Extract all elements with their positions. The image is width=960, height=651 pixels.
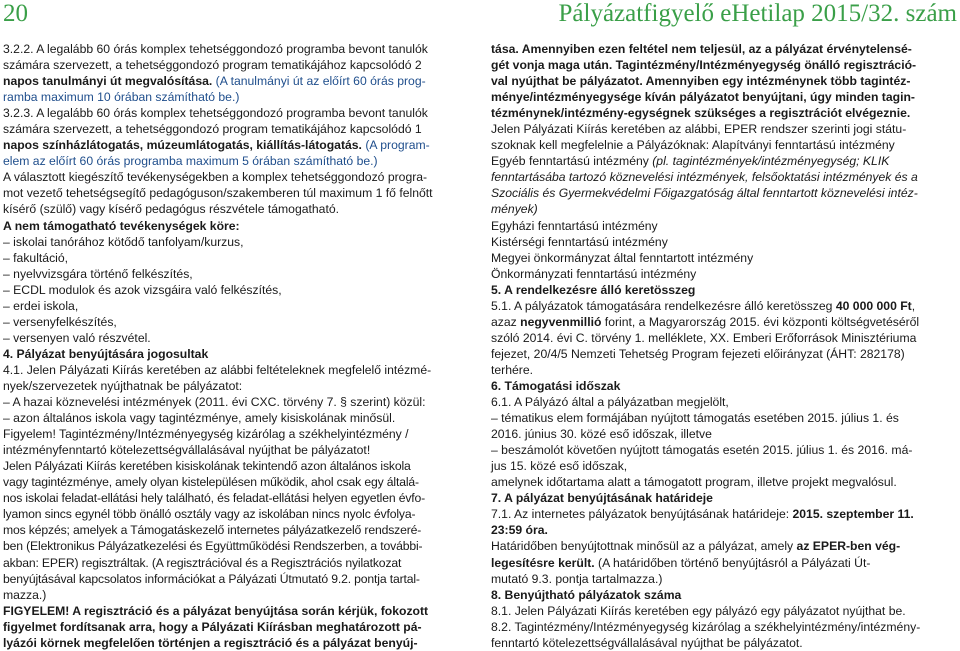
text-line: 3.2.3. A legalább 60 órás komplex tehetséggondozó programba bevont tanulók: [3, 106, 428, 121]
text-line: elem az előírt 60 órás programba maximum 5 órában számítható be.): [3, 154, 378, 169]
dash-item: – azon általános iskola vagy tagintézménye, amely kisiskolának minősül.: [3, 410, 473, 426]
text-line: kísérő (szülő) vagy kísérő pedagógus részvétele támogatható.: [3, 202, 340, 217]
text-line: A választott kiegészítő tevékenységekben a komplex tehetséggondozó progra-: [3, 170, 428, 185]
warning-line: lyázói körnek megfelelően történjen a regisztráció és a pályázat benyúj-: [3, 635, 418, 650]
journal-title: Pályázatfigyelő eHetilap 2015/32. szám: [558, 0, 957, 27]
section-heading: 4. Pályázat benyújtására jogosultak: [3, 346, 209, 361]
warning-line: val nyújthat be pályázatot. Amennyiben egy intézménynek több tagintéz-: [491, 74, 911, 89]
text-line: 5.1. A pályázatok támogatására rendelkezésre álló keretösszeg 40 000 000 Ft,: [491, 298, 916, 313]
text-line: mények): [491, 202, 538, 217]
text-line: ben (Elektronikus Pályázatkezelési és Együttműködési Rendszerben, a további-: [3, 539, 423, 554]
page-header: [0, 0, 960, 40]
text-line: számára szervezett, a tehetséggondozó program tematikájához kapcsolódó 1: [3, 122, 422, 137]
text-line: jus 15. közé eső időszak,: [491, 459, 628, 474]
text-line: mos képzés; amelyek a Támogatáskezelő internetes pályázatkezelő rendszeré-: [3, 523, 422, 538]
text-line: Kistérségi fenntartású intézmény: [491, 234, 668, 249]
text-line: Önkormányzati fenntartású intézmény: [491, 266, 697, 281]
text-line: 2016. június 30. közé eső időszak, illetve: [491, 427, 712, 442]
text-line: 6.1. A Pályázó által a pályázatban megjelölt,: [491, 395, 729, 410]
text-line: 8.1. Jelen Pályázati Kiírás keretében egy pályázó egy pályázatot nyújthat be.: [491, 603, 906, 618]
dash-item: – versenyfelkészítés,: [3, 314, 473, 330]
text-line: akban: EPER) regisztráltak. (A regisztrációval és a Regisztrációs nyilatkozat: [3, 555, 402, 570]
dash-item: – tématikus elem formájában nyújtott támogatás esetében 2015. július 1. és: [491, 410, 957, 426]
dash-item: – ECDL modulok és azok vizsgáira való felkészítés,: [3, 282, 473, 298]
dash-item: – A hazai köznevelési intézmények (2011. évi CXC. törvény 7. § szerint) közül:: [3, 394, 473, 410]
text-line: fejezet, 20/4/5 Nemzeti Tehetség Program fejezeti előirányzat (ÁHT: 282178): [491, 346, 905, 361]
text-line: 3.2.2. A legalább 60 órás komplex tehetséggondozó programba bevont tanulók: [3, 42, 428, 56]
text-line: Egyházi fenntartású intézmény: [491, 218, 658, 233]
text-line: azaz negyvenmillió forint, a Magyarország 2015. évi központi költségvetéséről: [491, 314, 920, 329]
text-line: Jelen Pályázati Kiírás keretében kisiskolának tekintendő azon általános iskola: [3, 459, 411, 474]
text-line: fenntartásába tartozó köznevelési intézmények, felsőoktatási intézmények és a: [491, 170, 918, 185]
text-line: mutató 9.3. pontja tartalmazza.): [491, 571, 663, 586]
text-line: nos iskolai feladat-ellátási hely található, és feladat-ellátási helyen egyetlen évfo-: [3, 491, 426, 506]
warning-line: tézménynek/intézmény-egységnek szükséges a regisztrációt elvégeznie.: [491, 106, 911, 121]
warning-line: FIGYELEM! A regisztráció és a pályázat benyújtása során kérjük, fokozott: [3, 603, 429, 618]
section-heading: 8. Benyújtható pályázatok száma: [491, 587, 682, 602]
text-line: Figyelem! Tagintézmény/Intézményegység kizárólag a székhelyintézmény /: [3, 427, 409, 442]
text-line: számára szervezett, a tehetséggondozó program tematikájához kapcsolódó 2: [3, 58, 422, 73]
dash-item: – beszámolót követően nyújtott támogatás esetén 2015. július 1. és 2016. má-: [491, 442, 957, 458]
dash-item: – versenyen való részvétel.: [3, 330, 473, 346]
section-heading: 5. A rendelkezésre álló keretösszeg: [491, 282, 696, 297]
text-line: Szociális és Gyermekvédelmi Főigazgatóság által fenntartott köznevelési intéz-: [491, 186, 918, 201]
dash-item: – nyelvvizsgára történő felkészítés,: [3, 266, 473, 282]
text-line: Jelen Pályázati Kiírás keretében az alábbi, EPER rendszer szerinti jogi státu-: [491, 122, 907, 137]
warning-line: figyelmet fordítsanak arra, hogy a Pályázati Kiírásban meghatározott pá-: [3, 619, 422, 634]
text-line: Határidőben benyújtottnak minősül az a pályázat, amely az EPER-ben vég-: [491, 539, 901, 554]
text-line: fenntartó kötelezettségvállalásával nyújthat be pályázatot.: [491, 635, 803, 650]
dash-item: – erdei iskola,: [3, 298, 473, 314]
section-heading: 6. Támogatási időszak: [491, 378, 621, 393]
text-line: amelynek időtartama alatt a támogatott program, illetve projekt megvalósul.: [491, 475, 897, 490]
section-heading: A nem támogatható tevékenységek köre:: [3, 218, 240, 233]
dash-item: – iskolai tanórához kötődő tanfolyam/kurzus,: [3, 234, 473, 250]
text-line: terhére.: [491, 362, 534, 377]
text-line: ramba maximum 10 órában számítható be.): [3, 90, 240, 105]
text-line: 23:59 óra.: [491, 523, 548, 538]
text-line: szoknak kell megfelelnie a Pályázóknak: Alapítványi fenntartású intézmény: [491, 138, 895, 153]
left-column: [3, 41, 473, 651]
text-line: Egyéb fenntartású intézmény (pl. tagintézmények/intézményegység; KLIK: [491, 154, 890, 169]
text-line: napos tanulmányi út megvalósítása. (A tanulmányi út az előírt 60 órás prog-: [3, 74, 426, 89]
text-line: 4.1. Jelen Pályázati Kiírás keretében az alábbi feltételeknek megfelelő intézmé-: [3, 362, 432, 377]
text-line: szóló 2014. évi C. törvény 1. melléklete, XX. Emberi Erőforrások Minisztériuma: [491, 330, 917, 345]
text-line: lyamon sincs egynél több önálló osztály vagy az iskolában nincs nyolc évfolya-: [3, 507, 416, 522]
text-line: napos színházlátogatás, múzeumlátogatás, kiállítás-látogatás. (A program-: [3, 138, 430, 153]
text-line: legesítésre került. (A határidőben történő benyújtásról a Pályázati Út-: [491, 555, 871, 570]
text-line: benyújtásával kapcsolatos információkat a Pályázati Útmutató 9.2. pontja tartal-: [3, 571, 420, 586]
warning-line: gét vonja maga után. Tagintézmény/Intézményegység önálló regisztráció-: [491, 58, 917, 73]
text-line: vagy tagintézménye, amely olyan kistelepülésen működik, ahol csak egy általá-: [3, 475, 419, 490]
text-line: 7.1. Az internetes pályázatok benyújtásának határideje: 2015. szeptember 11.: [491, 507, 914, 522]
text-line: Megyei önkormányzat által fenntartott intézmény: [491, 250, 754, 265]
text-line: intézményfenntartó kötelezettségvállalásával nyújthat be pályázatot!: [3, 443, 371, 458]
text-line: mot vezető tehetségsegítő pedagóguson/szakemberen túl maximum 1 fő felnőtt: [3, 186, 433, 201]
text-line: nyek/szervezetek nyújthatnak be pályázatot:: [3, 378, 243, 393]
warning-line: tása. Amennyiben ezen feltétel nem teljesül, az a pályázat érvénytelensé-: [491, 42, 912, 56]
warning-line: ménye/intézményegysége kíván pályázatot benyújtani, úgy minden tagin-: [491, 90, 915, 105]
text-line: mazza.): [3, 587, 47, 602]
section-heading: 7. A pályázat benyújtásának határideje: [491, 491, 713, 506]
dash-item: – fakultáció,: [3, 250, 473, 266]
text-line: 8.2. Tagintézmény/Intézményegység kizárólag a székhelyintézmény/intézmény-: [491, 619, 921, 634]
page-number: 20: [3, 0, 28, 27]
right-column: [491, 41, 957, 651]
